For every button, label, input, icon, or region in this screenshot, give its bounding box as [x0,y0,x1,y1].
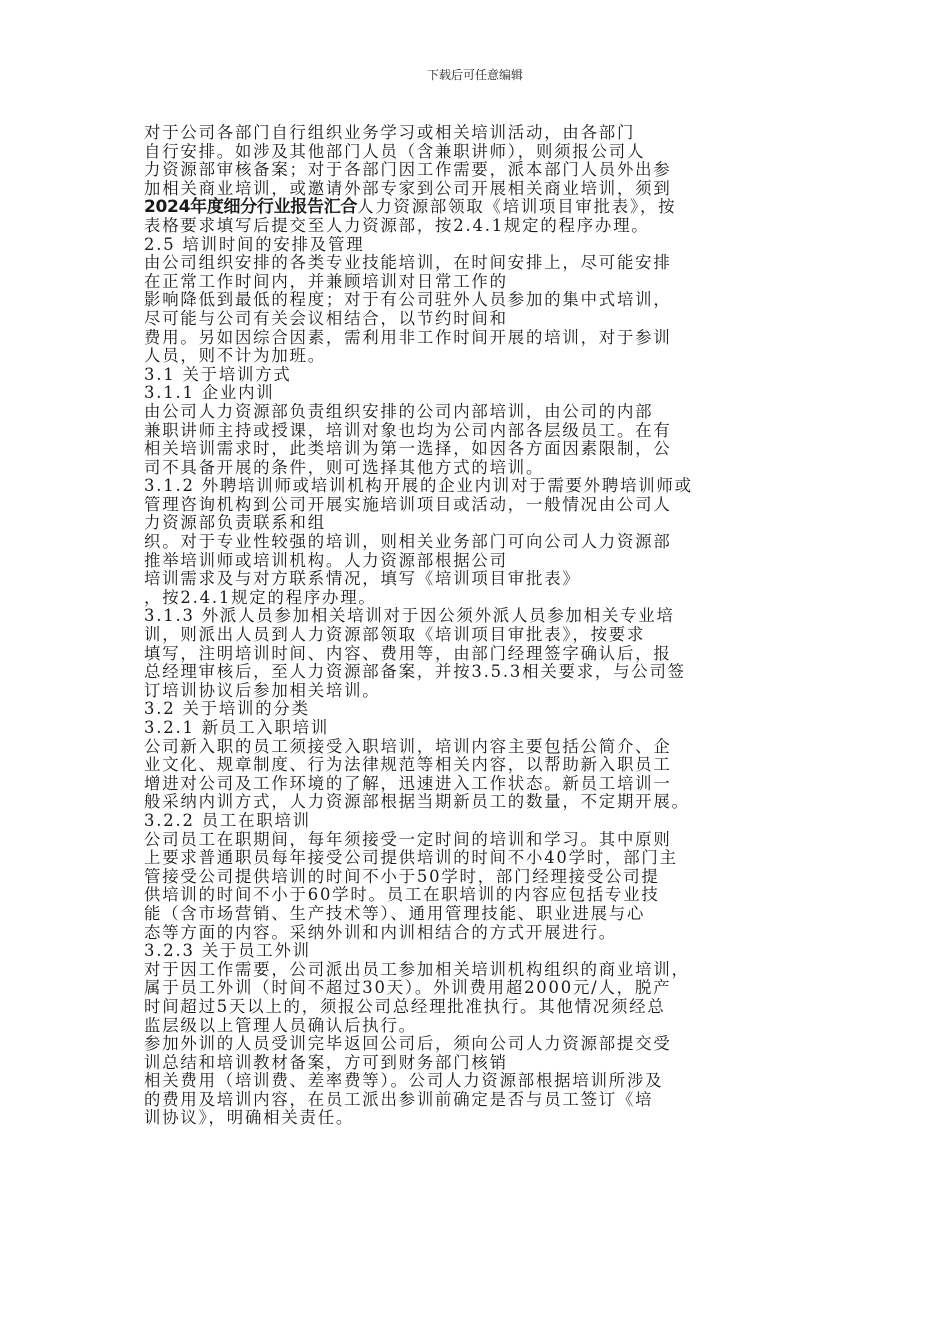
line-text: 3.1.3 外派人员参加相关培训对于因公须外派人员参加相关专业培 [144,606,675,626]
text-line [144,552,812,571]
text-line [144,849,812,868]
line-text: 加相关商业培训，或邀请外部专家到公司开展相关商业培训，须到 [144,178,672,198]
line-text: 织。对于专业性较强的培训，则相关业务部门可向公司人力资源部 [144,532,672,552]
text-line [144,868,812,887]
text-line [144,254,812,273]
line-text: 公司员工在职期间，每年须接受一定时间的培训和学习。其中原则 [144,829,672,849]
line-text: 管接受公司提供培训的时间不小于50学时，部门经理接受公司提 [144,866,660,886]
banner-text: 2024年度细分行业报告汇合 [144,197,358,218]
text-line [144,161,812,180]
document-body [144,124,812,1128]
page-header-note: 下载后可任意编辑 [426,68,523,82]
line-text: 自行安排。如涉及其他部门人员（含兼职讲师），则须报公司人 [144,141,646,161]
text-line [144,831,812,850]
text-line [144,663,812,682]
text-line [144,738,812,757]
line-text: 推举培训师或培训机构。人力资源部根据公司 [144,550,508,570]
text-line [144,924,812,943]
text-line [144,645,812,664]
line-text: 能（含市场营销、生产技术等）、通用管理技能、职业进展与心 [144,903,646,923]
text-line [144,422,812,441]
line-text: 训，则派出人员到人力资源部领取《培训项目审批表》，按要求 [144,625,646,645]
line-text: 属于员工外训（时间不超过30天）。外训费用超2000元/人，脱产 [144,978,672,998]
line-text: 监层级以上管理人员确认后执行。 [144,1015,417,1035]
text-line [144,942,812,961]
text-line [144,1072,812,1091]
line-text: 订培训协议后参加相关培训。 [144,680,381,700]
text-line [144,570,812,589]
line-text: 时间超过5天以上的，须报公司总经理批准执行。其他情况须经总 [144,996,666,1016]
text-line [144,812,812,831]
line-text: 管理咨询机构到公司开展实施培训项目或活动，一般情况由公司人 [144,494,672,514]
text-line [144,514,812,533]
text-line [144,291,812,310]
line-text: 3.2.3 关于员工外训 [144,941,311,961]
text-line [144,533,812,552]
text-line [144,366,812,385]
text-line [144,440,812,459]
text-line [144,719,812,738]
text-line [144,217,812,236]
line-text: 上要求普通职员每年接受公司提供培训的时间不小40学时，部门主 [144,848,678,868]
text-line [144,793,812,812]
text-line [144,273,812,292]
text-line [144,198,812,217]
line-text: 3.1 关于培训方式 [144,364,292,384]
line-text: 司不具备开展的条件，则可选择其他方式的培训。 [144,457,545,477]
line-text: 参加外训的人员受训完毕返回公司后，须向公司人力资源部提交受 [144,1034,672,1054]
line-text: 由公司组织安排的各类专业技能培训，在时间安排上，尽可能安排 [144,253,672,273]
text-line [144,998,812,1017]
line-text: 在正常工作时间内，并兼顾培训对日常工作的 [144,271,508,291]
line-text: 的费用及培训内容，在员工派出参训前确定是否与员工签订《培 [144,1089,654,1109]
line-text: 3.1.1 企业内训 [144,383,275,403]
line-text: 影响降低到最低的程度；对于有公司驻外人员参加的集中式培训， [144,290,672,310]
line-text: 对于公司各部门自行组织业务学习或相关培训活动，由各部门 [144,123,636,142]
text-line [144,775,812,794]
line-text: 对于因工作需要，公司派出员工参加相关培训机构组织的商业培训， [144,959,690,979]
text-line [144,329,812,348]
line-text: 相关费用（培训费、差率费等）。公司人力资源部根据培训所涉及 [144,1071,664,1091]
line-text: 相关培训需求时，此类培训为第一选择，如因各方面因素限制，公 [144,439,672,459]
line-text: 尽可能与公司有关会议相结合，以节约时间和 [144,308,508,328]
text-line [144,1109,812,1128]
line-text: 态等方面的内容。采纳外训和内训相结合的方式开展进行。 [144,922,617,942]
line-text: 3.2.1 新员工入职培训 [144,718,330,737]
text-line [144,1035,812,1054]
text-line [144,143,812,162]
text-line [144,756,812,775]
line-text: 总经理审核后，至人力资源部备案，并按3.5.3相关要求，与公司签 [144,662,686,682]
text-line [144,905,812,924]
line-text: 训协议》，明确相关责任。 [144,1108,355,1128]
line-text: 兼职讲师主持或授课，培训对象也均为公司内部各层级员工。在有 [144,420,672,440]
text-line [144,886,812,905]
line-text: 由公司人力资源部负责组织安排的公司内部培训，由公司的内部 [144,401,654,421]
line-text: 2.5 培训时间的安排及管理 [144,234,365,254]
line-text: 公司新入职的员工须接受入职培训，培训内容主要包括公简介、企 [144,736,672,756]
text-line [144,477,812,496]
text-line [144,700,812,719]
line-text: 般采纳内训方式，人力资源部根据当期新员工的数量，不定期开展。 [144,792,690,812]
text-line [144,961,812,980]
text-line [144,496,812,515]
text-line [144,979,812,998]
text-line [144,384,812,403]
text-line [144,236,812,255]
text-line [144,180,812,199]
line-text: 表格要求填写后提交至人力资源部，按2.4.1规定的程序办理。 [144,215,650,235]
text-line [144,403,812,422]
line-text: ，按2.4.1规定的程序办理。 [144,587,377,607]
text-line [144,1017,812,1036]
text-line [144,347,812,366]
line-text: 费用。另如因综合因素，需利用非工作时间开展的培训，对于参训 [144,327,672,347]
line-text: 人力资源部领取《培训项目审批表》，按 [357,197,677,217]
text-line [144,310,812,329]
line-text: 3.2 关于培训的分类 [144,699,310,719]
line-text: 业文化、规章制度、行为法律规范等相关内容，以帮助新入职员工 [144,755,672,775]
line-text: 培训需求及与对方联系情况，填写《培训项目审批表》 [144,569,581,589]
line-text: 训总结和培训教材备案，方可到财务部门核销 [144,1052,508,1072]
line-text: 人员，则不计为加班。 [144,346,326,366]
line-text: 3.2.2 员工在职培训 [144,810,311,830]
line-text: 供培训的时间不小于60学时。员工在职培训的内容应包括专业技 [144,885,660,905]
line-text: 增进对公司及工作环境的了解，迅速进入工作状态。新员工培训一 [144,773,672,793]
text-line [144,1091,812,1110]
line-text: 填写，注明培训时间、内容、费用等，由部门经理签字确认后，报 [144,643,672,663]
text-line [144,1054,812,1073]
line-text: 3.1.2 外聘培训师或培训机构开展的企业内训对于需要外聘培训师或 [144,476,693,496]
text-line [144,607,812,626]
line-text: 力资源部审核备案；对于各部门因工作需要，派本部门人员外出参 [144,160,672,180]
text-line [144,682,812,701]
text-line [144,124,812,143]
line-text: 力资源部负责联系和组 [144,513,326,533]
text-line [144,589,812,608]
text-line [144,626,812,645]
text-line [144,459,812,478]
